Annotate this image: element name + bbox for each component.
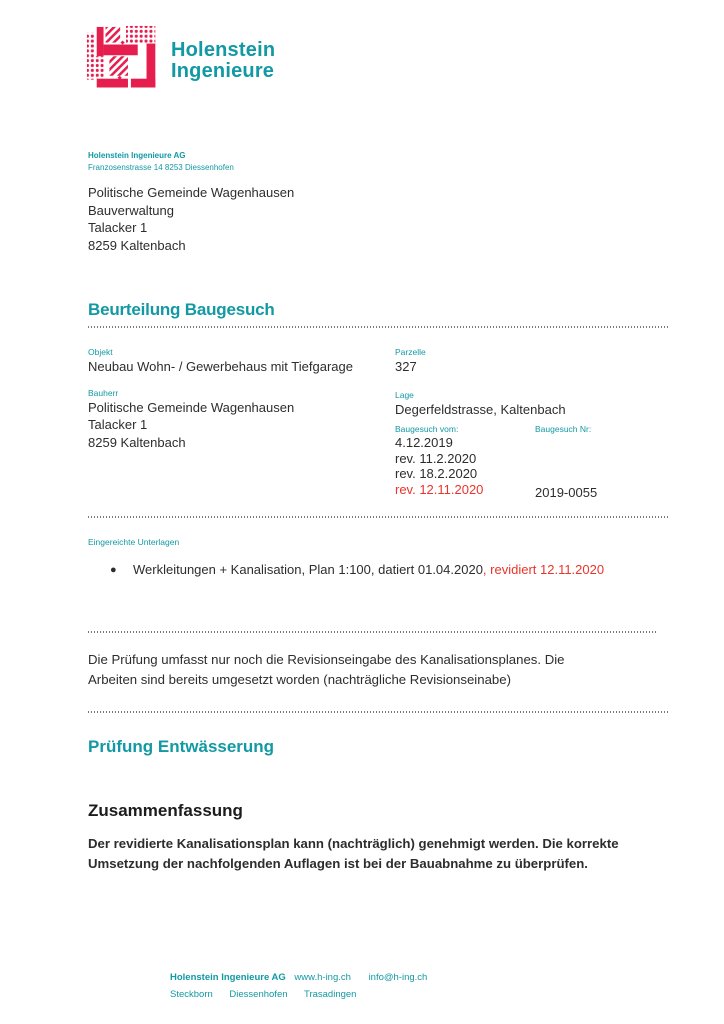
summary-paragraph [88, 834, 619, 875]
footer-email-link[interactable]: info@h-ing.ch [368, 972, 428, 983]
footer-location: Diessenhofen [229, 988, 288, 1000]
wordmark-line2: Ingenieure [171, 60, 275, 82]
recipient-block [88, 184, 294, 254]
unterlagen-item-text: Werkleitungen + Kanalisation, Plan 1:100, datiert 01.04.2020 [133, 562, 483, 577]
field-label: Objekt [88, 347, 113, 357]
footer-contact-row [170, 970, 427, 987]
footer-location: Trasadingen [304, 988, 357, 1000]
dotted-divider [88, 326, 668, 328]
field-label: Baugesuch Nr: [535, 424, 592, 434]
page-footer [170, 970, 427, 1003]
baugesuch-date: rev. 11.2.2020 [395, 450, 477, 466]
baugesuch-date: rev. 18.2.2020 [395, 466, 478, 482]
field-label: Bauherr [88, 388, 119, 398]
dotted-divider [88, 711, 668, 713]
note-line: Arbeiten sind bereits umgesetzt worden (nachträgliche Revisionseinabe) [88, 672, 511, 688]
baugesuch-date-revised: rev. 12.11.2020 [395, 481, 484, 497]
sender-name: Holenstein Ingenieure AG [88, 151, 186, 160]
footer-website-link[interactable]: www.h-ing.ch [294, 972, 351, 983]
unterlagen-label: Eingereichte Unterlagen [88, 537, 180, 547]
field-bauherr [88, 387, 294, 451]
field-value: Neubau Wohn- / Gewerbehaus mit Tiefgarage [88, 359, 353, 374]
recipient-line: Politische Gemeinde Wagenhausen [88, 185, 295, 200]
dotted-divider [88, 516, 668, 518]
unterlagen-item-revised: , revidiert 12.11.2020 [482, 562, 605, 577]
summary-title: Zusammenfassung [88, 801, 243, 820]
field-value: Degerfeldstrasse, Kaltenbach [395, 402, 566, 417]
wordmark-line1: Holenstein [171, 39, 276, 61]
field-objekt [88, 346, 353, 375]
sender-block [88, 150, 234, 173]
summary-line: Umsetzung der nachfolgenden Auflagen ist bei der Bauabnahme zu überprüfen. [88, 856, 588, 872]
field-label: Parzelle [395, 347, 426, 357]
field-label: Lage [395, 390, 414, 400]
field-parzelle [395, 346, 426, 375]
holenstein-h-logo-icon [85, 23, 169, 114]
footer-company: Holenstein Ingenieure AG [170, 972, 286, 983]
recipient-line: 8259 Kaltenbach [88, 237, 186, 253]
summary-line: Der revidierte Kanalisationsplan kann (nachträglich) genehmigt werden. Die korrekte [88, 836, 619, 851]
field-value: 327 [395, 359, 417, 374]
recipient-line: Talacker 1 [88, 220, 148, 236]
note-paragraph [88, 650, 565, 691]
footer-location: Steckborn [170, 988, 213, 1000]
dotted-divider [88, 631, 656, 633]
company-wordmark [171, 40, 275, 82]
field-baugesuch-vom [395, 423, 483, 497]
field-baugesuch-nr [535, 423, 655, 503]
document-title: Beurteilung Baugesuch [88, 300, 275, 319]
baugesuch-date: 4.12.2019 [395, 435, 453, 450]
section-title-pruefung: Prüfung Entwässerung [88, 737, 275, 756]
field-value-line: Politische Gemeinde Wagenhausen [88, 400, 295, 415]
field-value-line: Talacker 1 [88, 417, 148, 433]
bullet-icon: ● [110, 564, 117, 576]
unterlagen-list-item [110, 561, 604, 579]
field-lage [395, 389, 566, 418]
field-value: 2019-0055 [535, 485, 598, 500]
sender-address: Franzosenstrasse 14 8253 Diessenhofen [88, 162, 234, 172]
field-label: Baugesuch vom: [395, 424, 459, 434]
recipient-line: Bauverwaltung [88, 202, 174, 218]
note-line: Die Prüfung umfasst nur noch die Revisionseingabe des Kanalisationsplanes. Die [88, 652, 565, 667]
footer-locations-row [170, 987, 427, 1004]
field-value-line: 8259 Kaltenbach [88, 434, 186, 450]
